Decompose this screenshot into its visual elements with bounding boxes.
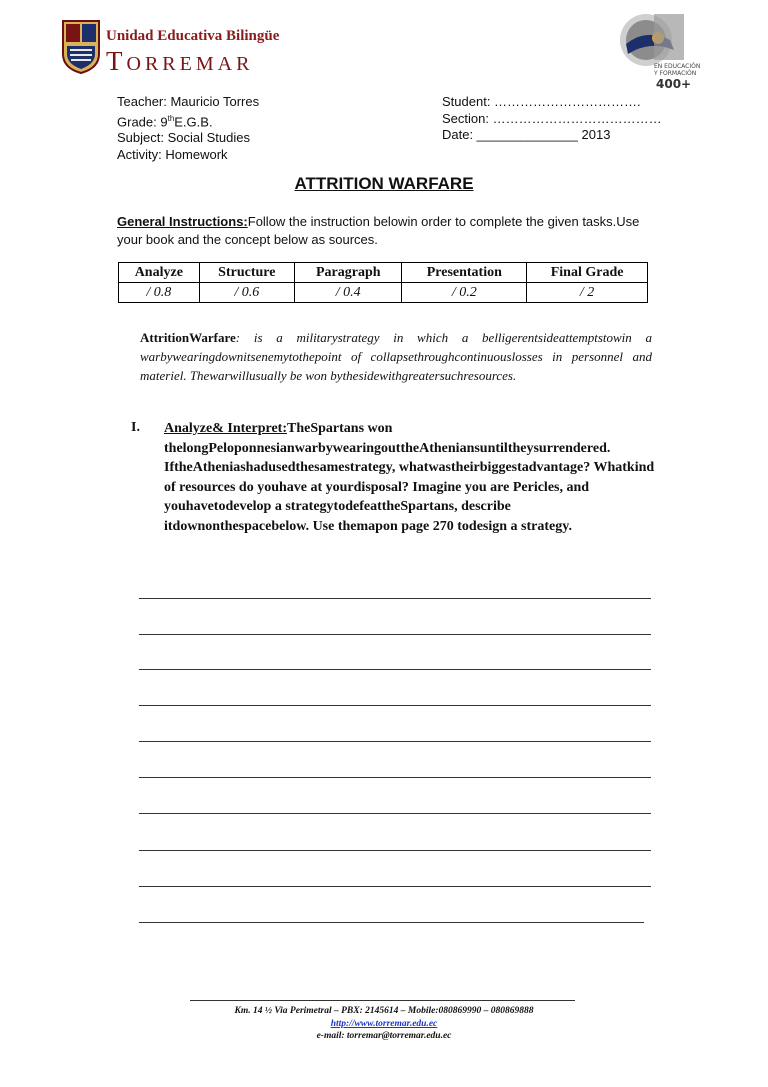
- svg-text:400+: 400+: [656, 77, 692, 91]
- subject-line: Subject: Social Studies: [117, 130, 250, 146]
- school-wordmark: TORREMAR: [106, 46, 254, 76]
- grading-header: Presentation: [402, 263, 527, 283]
- grading-value: / 0.6: [199, 283, 294, 303]
- date-field[interactable]: Date: ______________ 2013: [442, 127, 611, 142]
- instructions-label: General Instructions:: [117, 214, 248, 229]
- general-instructions: [117, 213, 652, 249]
- activity-line: Activity: Homework: [117, 146, 228, 162]
- answer-line[interactable]: [139, 669, 651, 670]
- footer-divider: [190, 1000, 575, 1001]
- teacher-line: Teacher: Mauricio Torres: [117, 94, 260, 109]
- answer-line[interactable]: [139, 850, 651, 851]
- answer-line[interactable]: [139, 922, 644, 923]
- question-label: Analyze& Interpret:: [164, 421, 287, 436]
- answer-line[interactable]: [139, 705, 651, 706]
- accreditation-badge: [614, 10, 701, 92]
- concept-definition: [140, 328, 652, 385]
- instructions-text: Follow the instruction belowin order to complete the given tasks.Use your book and the concept below as sources.: [117, 214, 640, 247]
- footer-address: Km. 14 ½ Via Perimetral – PBX: 2145614 – Mobile:080869990 – 080869888: [234, 1006, 534, 1016]
- grading-header: Paragraph: [295, 263, 402, 283]
- grading-value-row: [119, 283, 648, 303]
- grading-header-row: [119, 263, 648, 283]
- answer-line[interactable]: [139, 813, 651, 814]
- header-left: [117, 94, 259, 163]
- question-body: TheSpartans won thelongPeloponnesianwarbywearingouttheAtheniansuntiltheysurrendered. IftheAtheniashadusedthesamestrategy, whatwastheirbiggestadvantage? Whatkind of resources do youhave at yourdisposal? Imagine you are Pericles, and youhavetodevelop a strategytodefeattheSpartans, describe itdownonthespacebelow. Use themapon page 270 todesign a strategy.: [164, 421, 655, 534]
- footer-email: e-mail: torremar@torremar.edu.ec: [316, 1031, 452, 1041]
- svg-text:EN EDUCACIÓN: EN EDUCACIÓN: [654, 63, 701, 70]
- grading-table: [118, 262, 648, 303]
- grading-header: Structure: [199, 263, 294, 283]
- school-crest-logo: [62, 20, 100, 74]
- footer-website-link[interactable]: http://www.torremar.edu.ec: [330, 1019, 438, 1029]
- question-number: I.: [131, 420, 140, 435]
- concept-term: AttritionWarfare: [140, 330, 236, 345]
- student-field[interactable]: Student: …………………………….: [442, 94, 641, 109]
- concept-text: : is a militarystrategy in which a belligerentsideattemptstowin a warbywearingdownitsenemytothepoint of collapsethroughcontinuouslosses in personnel and materiel. Thewarwillusually be won bythesidewithgreatersuchresources.: [140, 330, 652, 383]
- grade-line: Grade: 9thE.G.B.: [117, 113, 213, 129]
- grading-value: / 0.2: [402, 283, 527, 303]
- grading-value: / 2: [527, 283, 648, 303]
- grading-value: / 0.8: [119, 283, 200, 303]
- answer-line[interactable]: [139, 741, 651, 742]
- page-title: ATTRITION WARFARE: [294, 174, 474, 193]
- question-text: [164, 419, 656, 536]
- answer-line[interactable]: [139, 598, 651, 599]
- school-name: Unidad Educativa Bilingüe: [106, 28, 280, 44]
- grading-header: Analyze: [119, 263, 200, 283]
- svg-text:Y FORMACIÓN: Y FORMACIÓN: [654, 70, 697, 77]
- grading-value: / 0.4: [295, 283, 402, 303]
- grading-header: Final Grade: [527, 263, 648, 283]
- header-right: [442, 94, 662, 144]
- section-field[interactable]: Section: …………………………………: [442, 110, 662, 126]
- answer-line[interactable]: [139, 634, 651, 635]
- answer-line[interactable]: [139, 886, 651, 887]
- answer-line[interactable]: [139, 777, 651, 778]
